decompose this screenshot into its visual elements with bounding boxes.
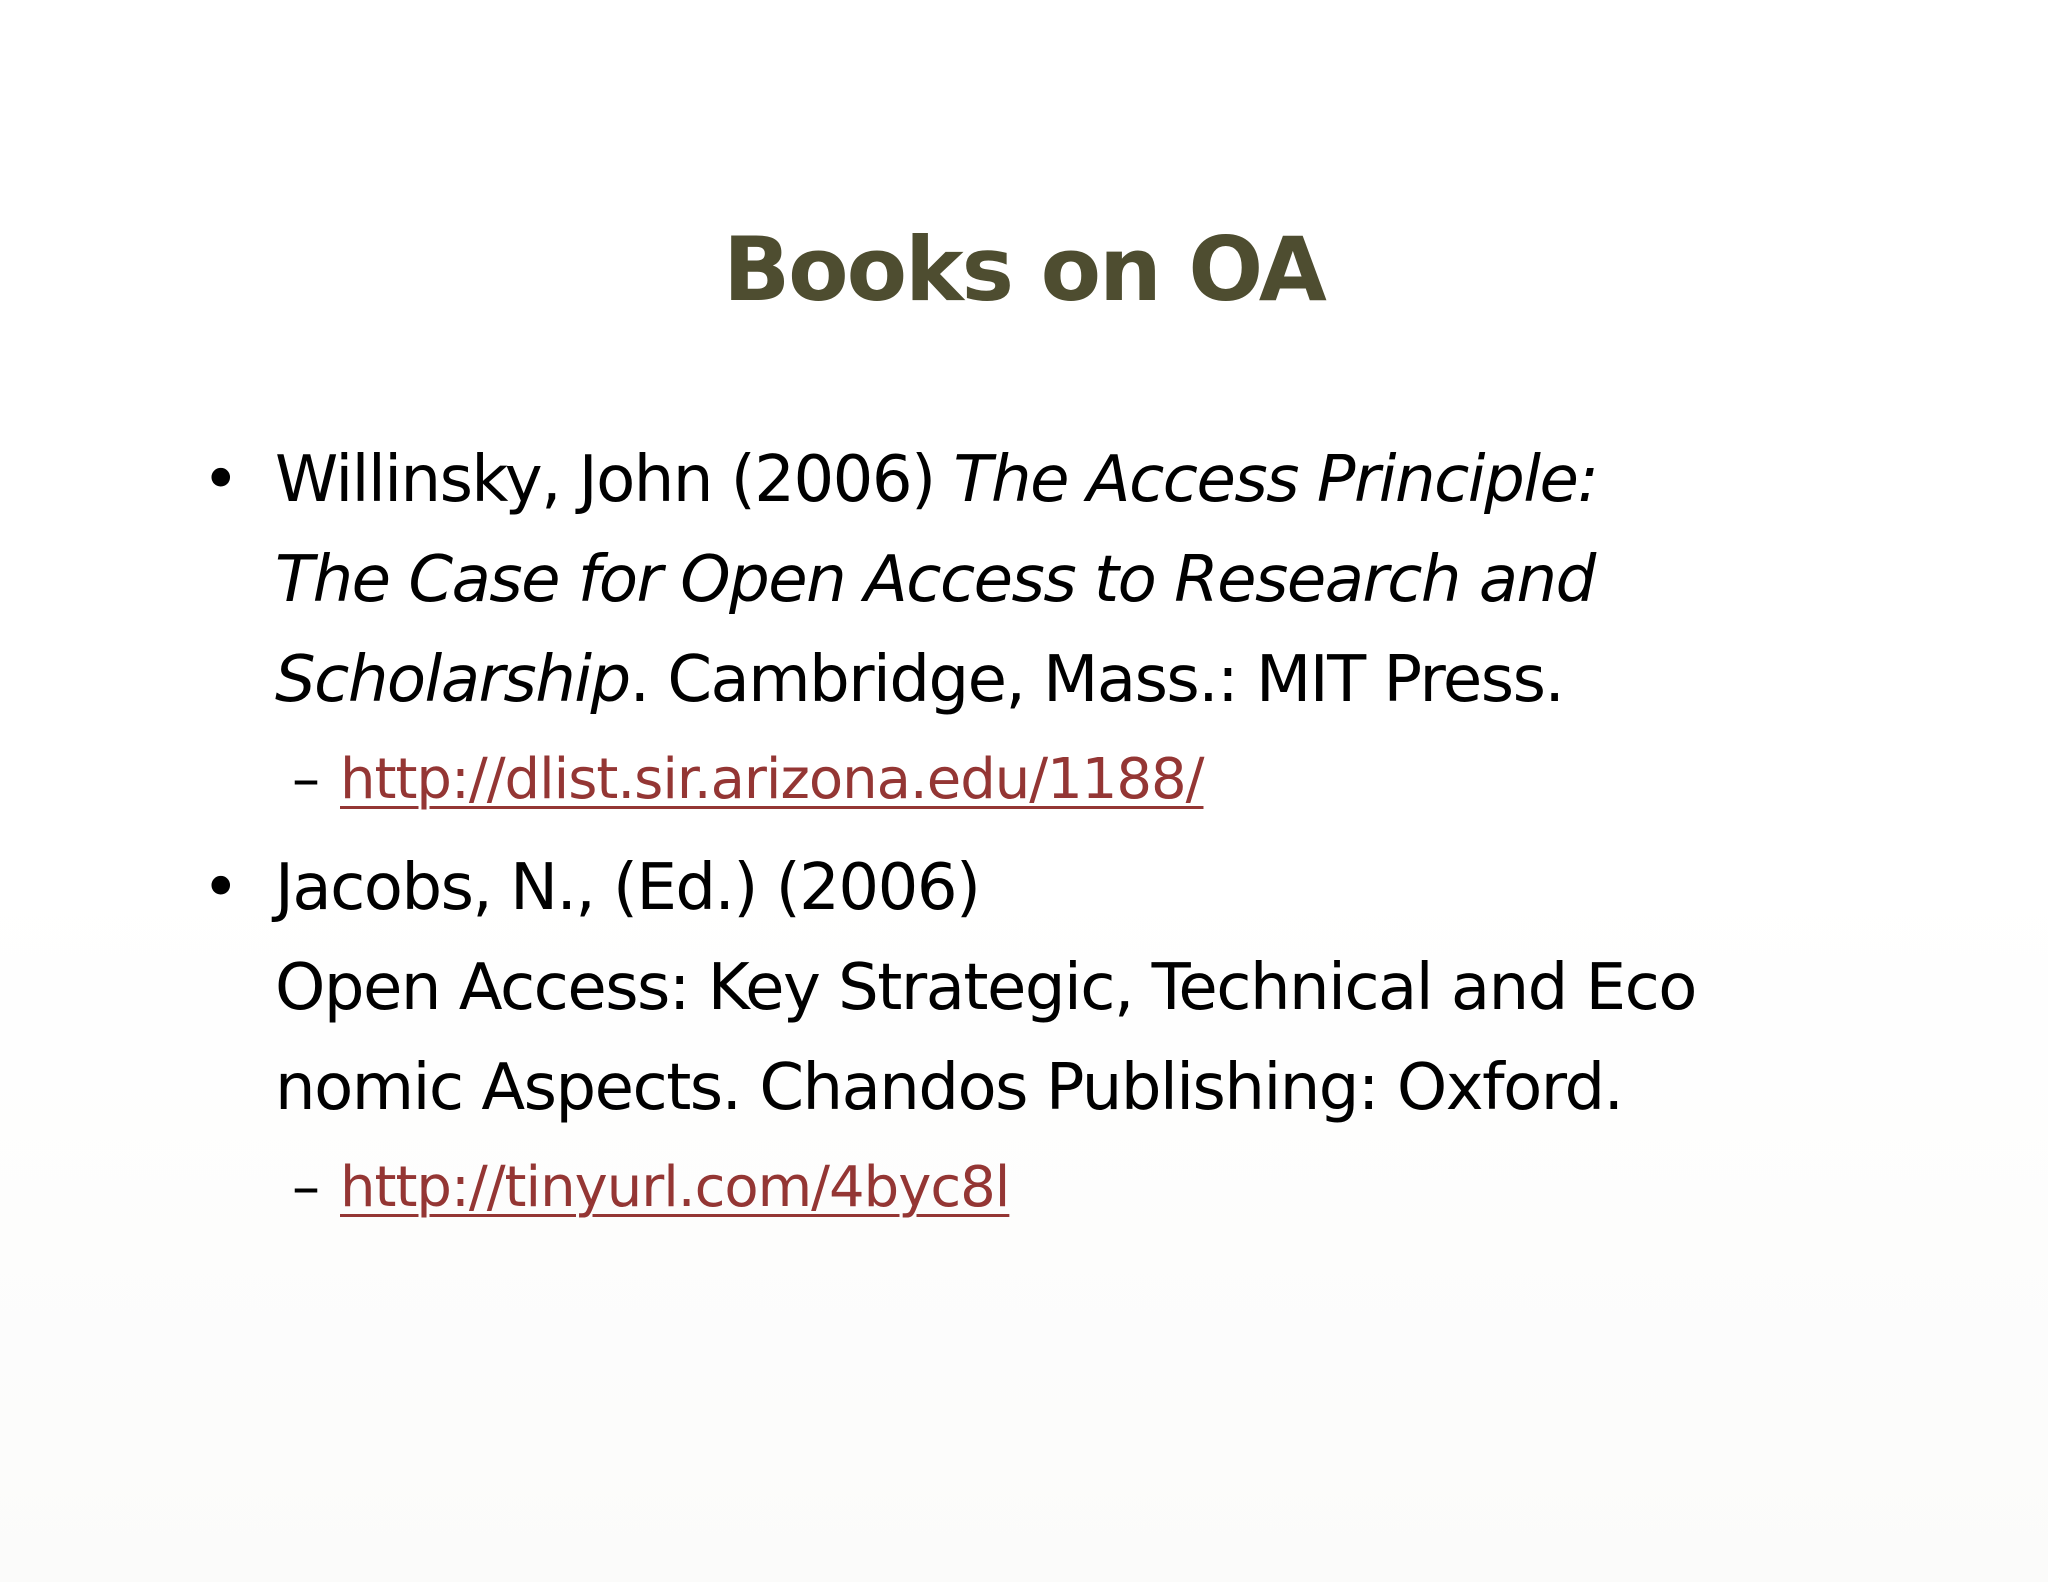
citation-publisher: . Cambridge, Mass.: MIT Press. [629,643,1564,717]
sub-item [200,1144,1840,1232]
book-title: Scholarship [275,643,630,717]
slide-title: Books on OA [723,218,1325,321]
citation-line [275,630,1840,730]
bullet-icon: • [201,851,239,925]
sub-item [200,736,1840,824]
bullet-list [200,430,1840,1232]
list-item [200,838,1840,1232]
book-link[interactable]: http://dlist.sir.arizona.edu/1188/ [340,747,1204,812]
citation-line: Jacobs, N., (Ed.) (2006) [275,851,980,925]
citation-line: Open Access: Key Strategic, Technical and Eco [275,951,1696,1025]
citation-line [275,530,1840,630]
book-title: The Case for Open Access to Research and [275,543,1595,617]
citation-line: nomic Aspects. Chandos Publishing: Oxford. [275,1051,1623,1125]
dash-icon: – [292,1155,319,1220]
book-link[interactable]: http://tinyurl.com/4byc8l [340,1155,1010,1220]
book-title: The Access Principle: [953,443,1598,517]
citation-line [275,430,1840,530]
bullet-icon: • [201,443,239,517]
list-item [200,430,1840,824]
citation-author-year: Willinsky, John (2006) [275,443,954,517]
dash-icon: – [292,747,319,812]
